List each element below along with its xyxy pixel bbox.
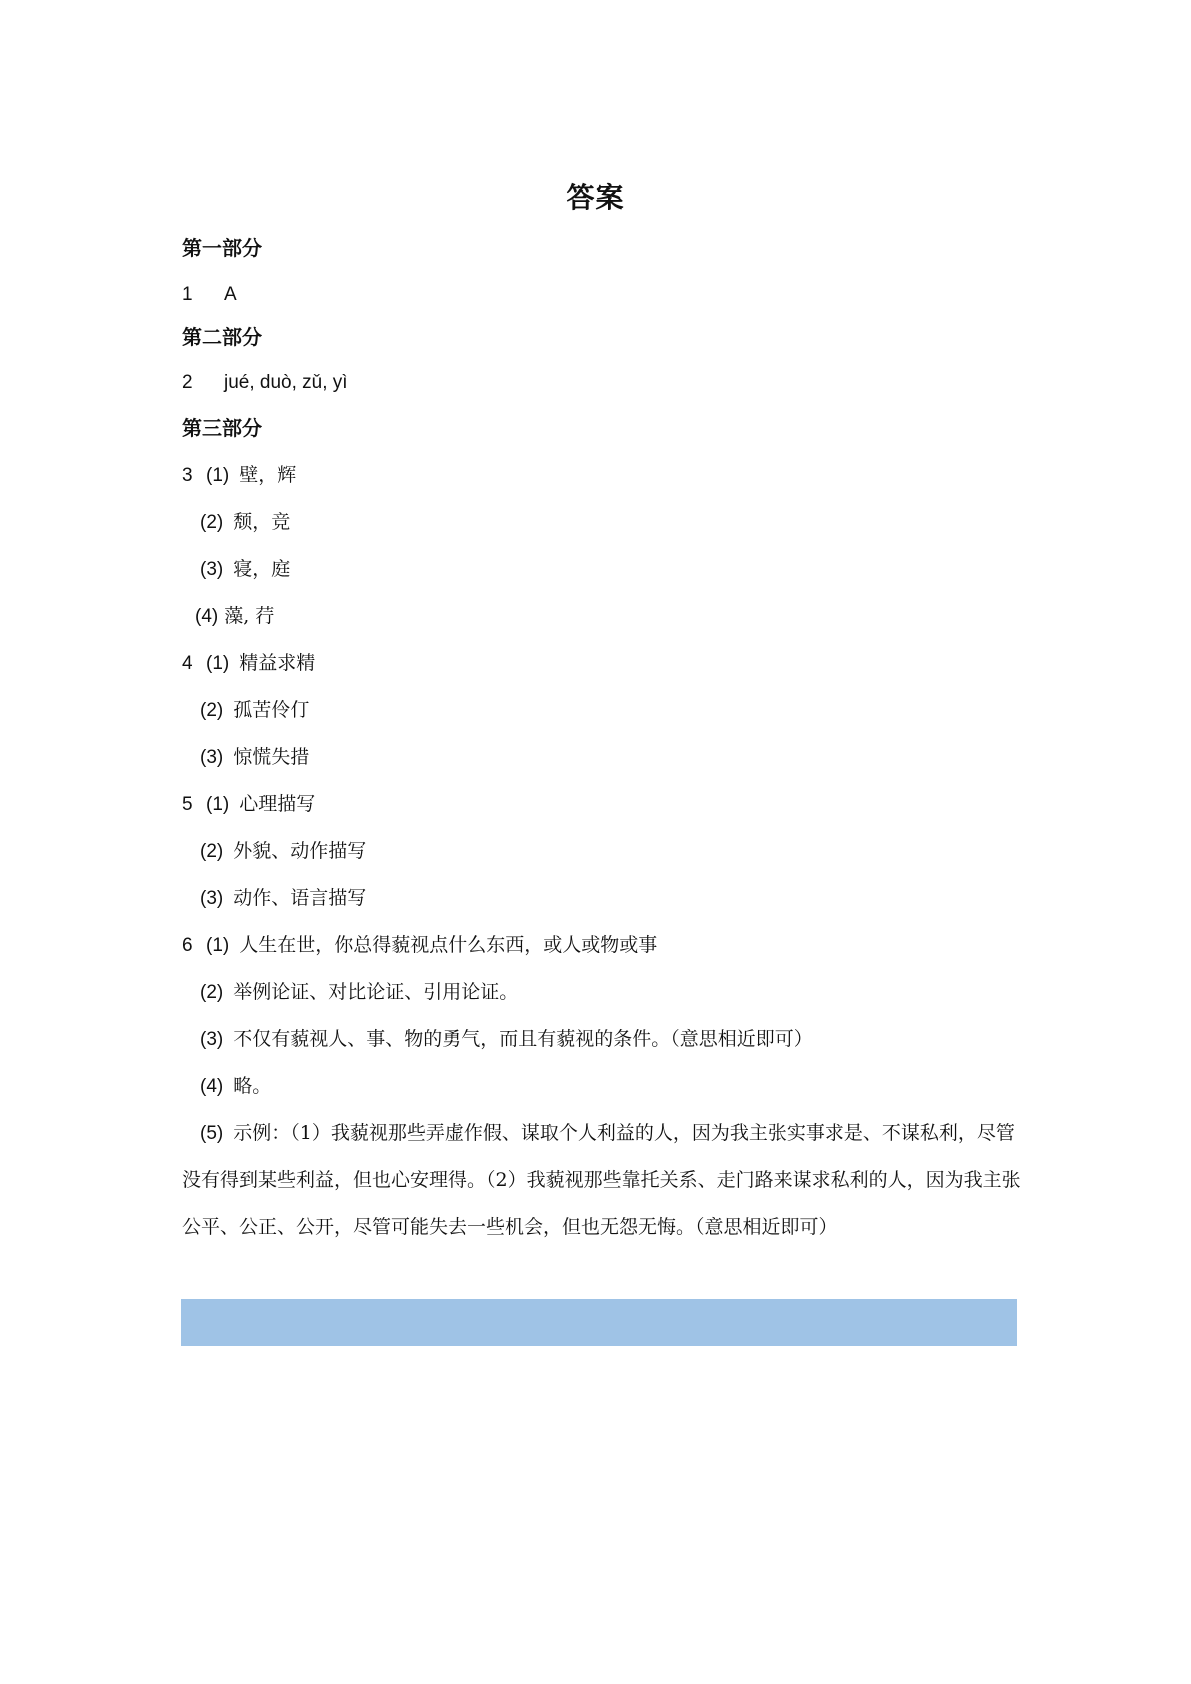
answer-row-q3-3 xyxy=(200,557,290,582)
answer-text: 举例论证、对比论证、引用论证。 xyxy=(233,981,519,1003)
answer-text: 人生在世，你总得藐视点什么东西，或人或物或事 xyxy=(239,934,658,956)
sub-label: (5) xyxy=(200,1123,224,1144)
sub-label: (2) xyxy=(200,982,224,1003)
sub-label: (1) xyxy=(206,653,230,674)
question-number: 6 xyxy=(182,935,193,956)
footer-color-bar xyxy=(181,1299,1017,1346)
sub-label: (2) xyxy=(200,512,224,533)
answer-row-q6-2 xyxy=(200,980,518,1005)
sub-label: (2) xyxy=(200,700,224,721)
section-heading-part3: 第三部分 xyxy=(182,416,262,440)
answer-row-q3-4 xyxy=(195,604,274,629)
answer-row-q6-4 xyxy=(200,1074,271,1099)
answer-row-q5-1 xyxy=(182,792,315,817)
sub-label: (1) xyxy=(206,794,230,815)
answer-row-q6-5 xyxy=(182,1110,1022,1251)
question-number: 1 xyxy=(182,284,193,305)
sub-label: (3) xyxy=(200,888,224,909)
answer-text: 动作、语言描写 xyxy=(233,887,367,909)
answer-text: 心理描写 xyxy=(239,793,316,815)
answer-text: 惊慌失措 xyxy=(233,746,310,768)
sub-label: (4) xyxy=(195,606,219,627)
answer-text: 外貌、动作描写 xyxy=(233,840,367,862)
section-heading-part1: 第一部分 xyxy=(182,236,262,260)
answer-text: jué, duò, zǔ, yì xyxy=(224,372,348,393)
question-number: 4 xyxy=(182,653,193,674)
answer-row-q6-1 xyxy=(182,933,657,958)
answer-text: 颓，竞 xyxy=(233,511,291,533)
sub-label: (2) xyxy=(200,841,224,862)
answer-row-q4-2 xyxy=(200,698,309,723)
sub-label: (3) xyxy=(200,559,224,580)
sub-label: (4) xyxy=(200,1076,224,1097)
answer-row-q5-2 xyxy=(200,839,366,864)
answer-text: 寝，庭 xyxy=(233,558,291,580)
sub-label: (1) xyxy=(206,465,230,486)
sub-label: (3) xyxy=(200,747,224,768)
answer-text: 略。 xyxy=(233,1075,272,1097)
answer-row-q6-3 xyxy=(200,1027,813,1052)
question-number: 5 xyxy=(182,794,193,815)
section-heading-part2: 第二部分 xyxy=(182,325,262,349)
answer-row-q3-2 xyxy=(200,510,290,535)
answer-row-q4-3 xyxy=(200,745,309,770)
answer-text: A xyxy=(224,284,237,305)
answer-text: 藻, 荇 xyxy=(224,605,275,627)
answer-text: 孤苦伶仃 xyxy=(233,699,310,721)
answer-text: 壁，辉 xyxy=(239,464,297,486)
answer-row-q4-1 xyxy=(182,651,315,676)
question-number: 3 xyxy=(182,465,193,486)
answer-text: 精益求精 xyxy=(239,652,316,674)
sub-label: (1) xyxy=(206,935,230,956)
answer-paragraph: 示例：（1）我藐视那些弄虚作假、谋取个人利益的人，因为我主张实事求是、不谋私利，尽管没有得到某些利益，但也心安理得。（2）我藐视那些靠托关系、走门路来谋求私利的人，因为我主张公平、公正、公开，尽管可能失去一些机会，但也无怨无悔。（意思相近即可） xyxy=(182,1122,1021,1238)
page-title: 答案 xyxy=(566,181,625,214)
answer-row-q3-1 xyxy=(182,463,296,488)
sub-label: (3) xyxy=(200,1029,224,1050)
answer-row-q1 xyxy=(182,282,237,307)
answer-row-q5-3 xyxy=(200,886,366,911)
answer-text: 不仅有藐视人、事、物的勇气，而且有藐视的条件。（意思相近即可） xyxy=(233,1028,813,1050)
question-number: 2 xyxy=(182,372,193,393)
answer-row-q2 xyxy=(182,370,348,395)
